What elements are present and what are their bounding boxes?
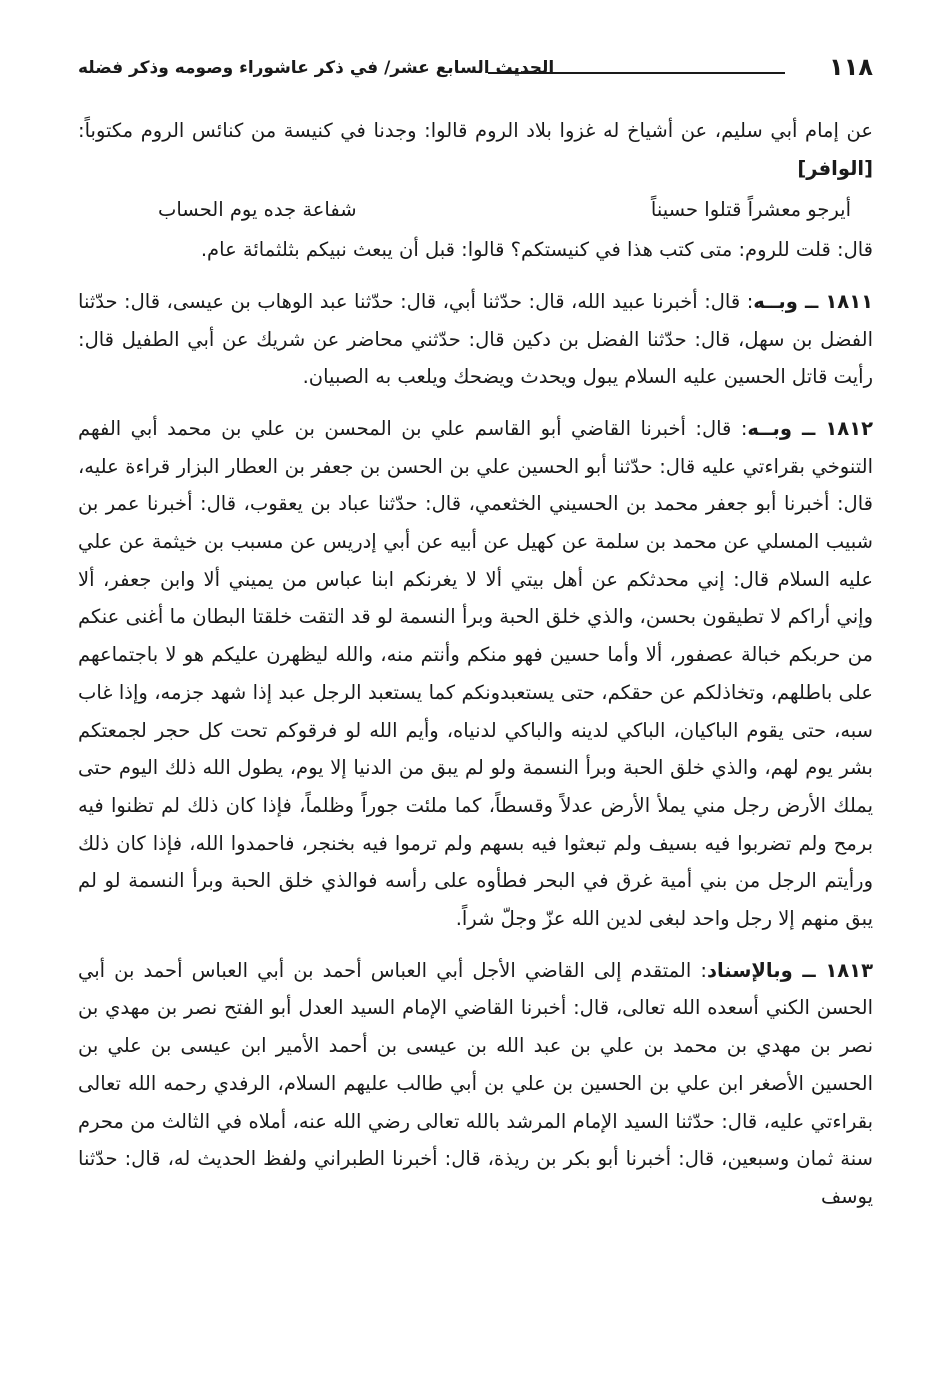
page-header bbox=[78, 52, 873, 88]
running-title: الحديث السابع عشر/ في ذكر عاشوراء وصومه وذكر فضله bbox=[78, 58, 555, 78]
main-text bbox=[78, 112, 873, 1216]
intro-text: عن إمام أبي سليم، عن أشياخ له غزوا بلاد الروم قالوا: وجدنا في كنيسة من كنائس الروم مكتوباً: bbox=[78, 119, 873, 142]
poem-verse bbox=[158, 191, 851, 229]
verse-first-hemistich: أيرجو معشراً قتلوا حسيناً bbox=[650, 198, 851, 222]
hadith-1812 bbox=[78, 410, 873, 938]
hadith-label: ١٨١٢ ــ وبــه bbox=[747, 416, 873, 440]
hadith-label: ١٨١٣ ــ وبالإسناد bbox=[706, 958, 873, 982]
hadith-text: : المتقدم إلى القاضي الأجل أبي العباس أحمد بن أبي العباس أحمد بن أبي الحسن الكني أسعده الله تعالى، قال: أخبرنا القاضي الإمام السيد العدل أبو الفتح نصر بن مهدي بن نصر بن مهدي بن محمد بن علي بن عبد الله بن عيسى بن أحمد الأمير ابن عيسى بن علي بن الحسين الأصغر ابن علي بن الحسين بن علي بن أبي طالب عليهم السلام، الرفدي رحمه الله تعالى بقراءتي عليه، قال: حدّثنا السيد الإمام المرشد بالله تعالى رضي الله عنه، أملاه في الثالث من محرم سنة ثمان وسبعين، قال: أخبرنا أبو بكر بن ريذة، قال: أخبرنا الطبراني ولفظ الحديث له، قال: حدّثنا يوسف bbox=[78, 958, 873, 1208]
page-number: ١١٨ bbox=[829, 53, 873, 81]
hadith-1811 bbox=[78, 283, 873, 396]
verse-second-hemistich: شفاعة جده يوم الحساب bbox=[158, 198, 357, 222]
intro-paragraph bbox=[78, 112, 873, 187]
hadith-text: : قال: أخبرنا عبيد الله، قال: حدّثنا أبي، قال: حدّثنا عبد الوهاب بن عيسى، قال: حدّثنا الفضل بن سهل، قال: حدّثنا الفضل بن دكين قال: حدّثني محاضر عن شريك عن أبي الطفيل قال: رأيت قاتل الحسين عليه السلام يبول ويحدث ويضحك ويلعب به الصبيان. bbox=[78, 289, 873, 389]
hadith-1813 bbox=[78, 952, 873, 1216]
meter-label: [الوافر] bbox=[797, 156, 873, 180]
hadith-label: ١٨١١ ــ وبــه bbox=[753, 289, 873, 313]
after-verse-paragraph: قال: قلت للروم: متى كتب هذا في كنيستكم؟ قالوا: قبل أن يبعث نبيكم بثلثمائة عام. bbox=[200, 238, 873, 262]
hadith-text: : قال: أخبرنا القاضي أبو القاسم علي بن المحسن بن علي بن محمد أبي الفهم التنوخي بقراءتي عليه قال: حدّثنا أبو الحسين علي بن الحسن بن جعفر بن العطار البزار قراءة عليه، قال: أخبرنا أبو جعفر محمد بن الحسيني الخثعمي، قال: حدّثنا عباد بن يعقوب، قال: أخبرنا عمر بن شبيب المسلي عن محمد بن سلمة عن كهيل عن أبيه عن أبي إدريس عن مسبب بن خيثمة عن علي عليه السلام قال: إني محدثكم عن أهل بيتي ألا لا يغرنكم ابنا عباس من يميني ألا وابن جعفر، ألا وإني أراكم لا تطيقون بحسن، والذي خلق الحبة وبرأ النسمة لو قد التقت خلقتا البطان ما أغنى عنكم من حربكم خبالة عصفور، ألا وأما حسين فهو منكم وأنتم منه، والله ليظهرن عليكم هو لا باجتماعهم على باطلهم، وتخاذلكم عن حقكم، حتى يستعبدونكم كما يستعبد الرجل عبد إذا شهد جزمه، وإذا غاب سبه، حتى يقوم الباكيان، الباكي لدينه والباكي لدنياه، وأيم الله لو فرقوكم تحت كل حجر لجمعتكم بشر يوم لهم، والذي خلق الحبة وبرأ النسمة ولو لم يبق من الدنيا إلا يوم، يطول الله ذلك اليوم حتى يملك الأرض رجل مني يملأ الأرض عدلاً وقسطاً، كما ملئت جوراً وظلماً، فإذا كان ذلك لم تظنوا فيه برمح ولم تضربوا فيه بسيف ولم تبعثوا فيه بسهم ولم ترموا فيه بخنجر، فاحمدوا الله، فإذا كان ذلك ورأيتم الرجل من بني أمية غرق في البحر فطأوه على رأسه فوالذي خلق الحبة وبرأ النسمة لو لم يبق منهم إلا رجل واحد لبغى لدين الله عزّ وجلّ شراً. bbox=[78, 416, 873, 931]
